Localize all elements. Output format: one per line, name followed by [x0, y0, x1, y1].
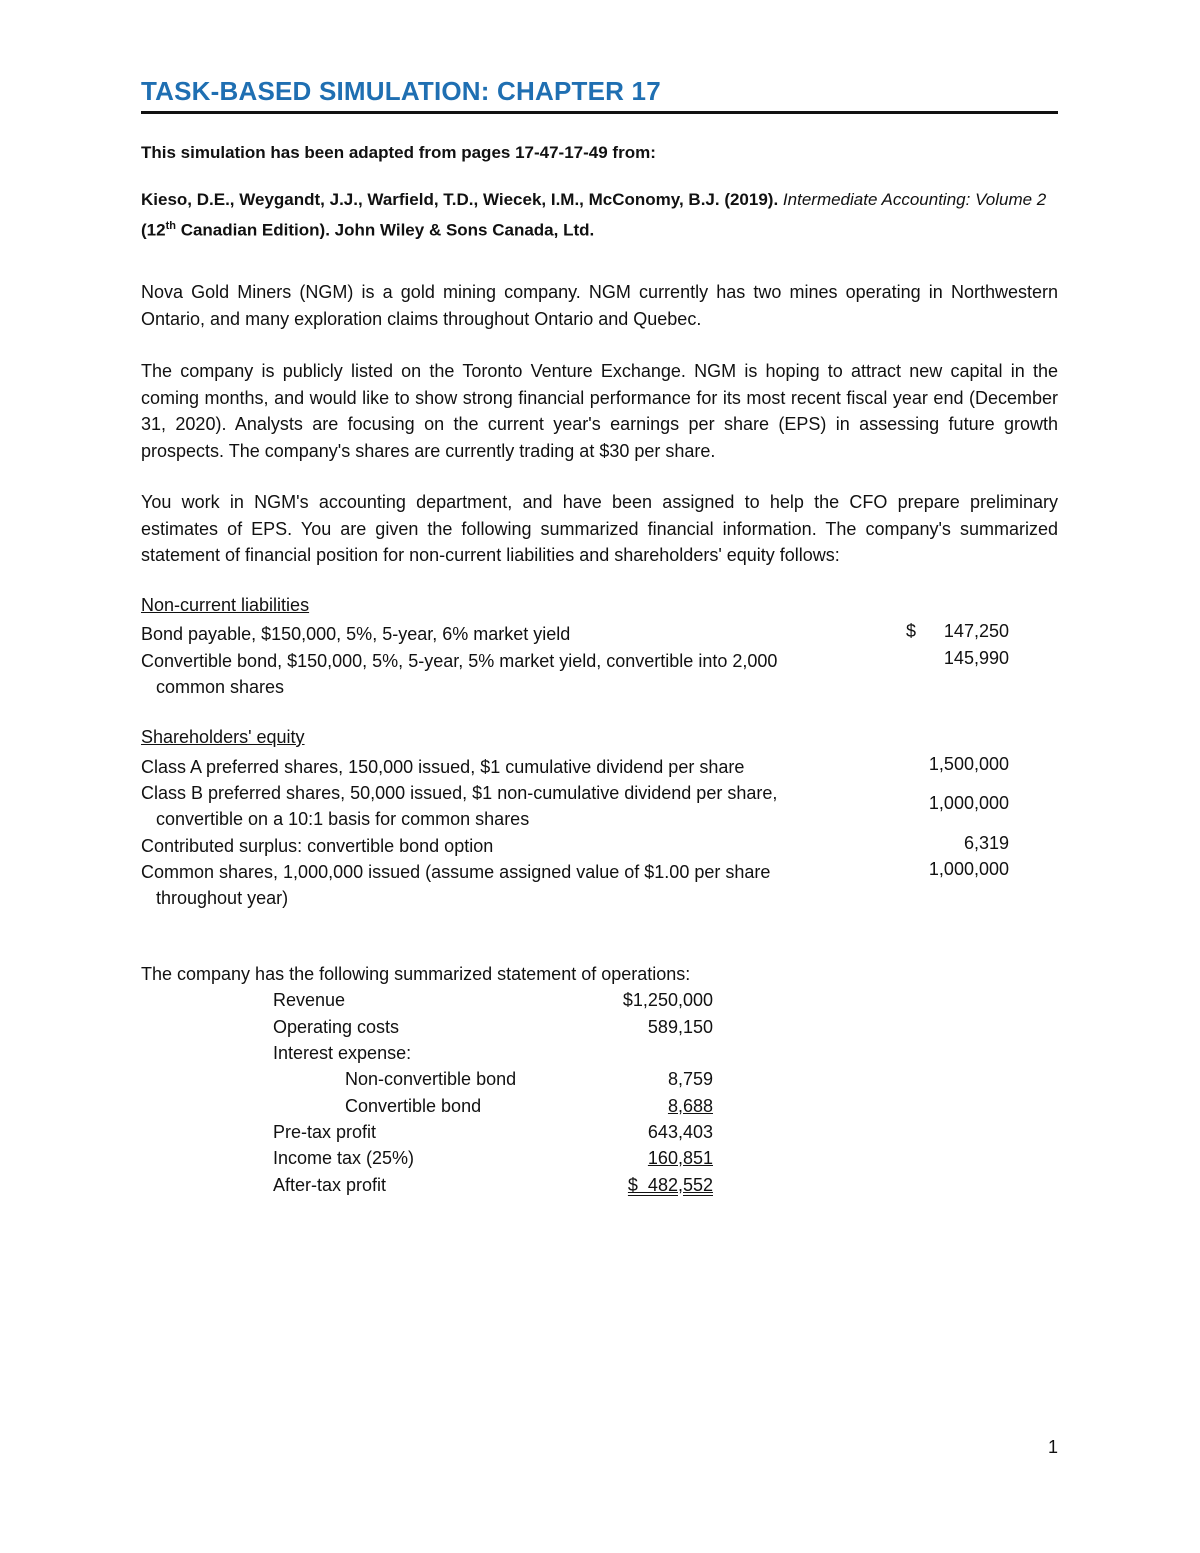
pretax-profit-label: Pre-tax profit	[273, 1122, 377, 1142]
ops-row-income-tax	[273, 1148, 713, 1174]
ops-row-nonconvertible-bond	[273, 1069, 713, 1095]
class-b-label: Class B preferred shares, 50,000 issued, $1 non-cumulative dividend per share,	[141, 783, 778, 803]
class-b-amount: 1,000,000	[928, 793, 1009, 813]
title-rule	[141, 111, 1058, 114]
paragraph-listing: The company is publicly listed on the Toronto Venture Exchange. NGM is hoping to attract new capital in the coming months, and would like to show strong financial performance for its most recent fiscal year end (December 31, 2020). Analysts are focusing on the current year's earnings per share (EPS) in assessing future growth prospects. The company's shares are currently trading at $30 per share.	[141, 361, 1058, 461]
operating-costs-value: 589,150	[647, 1017, 713, 1037]
convertible-bond-label-cont: common shares	[156, 677, 285, 697]
bond-payable-amount: 147,250	[943, 621, 1009, 641]
ops-row-convertible-bond	[273, 1096, 713, 1122]
aftertax-profit-value: $ 482,552	[627, 1175, 713, 1195]
ops-convertible-bond-label: Convertible bond	[345, 1096, 482, 1116]
operating-costs-label: Operating costs	[273, 1017, 400, 1037]
citation-edition-open: (12	[141, 220, 166, 240]
common-shares-label: Common shares, 1,000,000 issued (assume assigned value of $1.00 per share	[141, 862, 771, 882]
contributed-surplus-label: Contributed surplus: convertible bond option	[141, 836, 494, 856]
ops-row-revenue	[273, 990, 713, 1016]
nonconvertible-bond-label: Non-convertible bond	[345, 1069, 517, 1089]
paragraph-intro: Nova Gold Miners (NGM) is a gold mining company. NGM currently has two mines operating in Northwestern Ontario, and many exploration claims throughout Ontario and Quebec.	[141, 282, 1058, 329]
revenue-value: $1,250,000	[622, 990, 713, 1010]
citation-edition-close: Canadian Edition). John Wiley & Sons Canada, Ltd.	[175, 220, 595, 240]
bond-payable-label: Bond payable, $150,000, 5%, 5-year, 6% market yield	[141, 624, 571, 644]
income-tax-label: Income tax (25%)	[273, 1148, 415, 1168]
pretax-profit-value: 643,403	[647, 1122, 713, 1142]
class-b-label-cont: convertible on a 10:1 basis for common shares	[156, 809, 530, 829]
noncurrent-liabilities-heading: Non-current liabilities	[141, 595, 310, 615]
source-intro: This simulation has been adapted from pages 17-47-17-49 from:	[141, 143, 656, 162]
shareholders-equity-heading: Shareholders' equity	[141, 727, 305, 747]
page-title: TASK-BASED SIMULATION: CHAPTER 17	[141, 76, 661, 106]
aftertax-profit-label: After-tax profit	[273, 1175, 387, 1195]
ops-row-interest-expense	[273, 1043, 713, 1069]
convertible-bond-amount: 145,990	[943, 648, 1009, 668]
common-shares-label-cont: throughout year)	[156, 888, 289, 908]
ops-row-pretax-profit	[273, 1122, 713, 1148]
income-tax-value: 160,851	[647, 1148, 713, 1168]
interest-expense-label: Interest expense:	[273, 1043, 412, 1063]
bond-payable-currency: $	[906, 621, 917, 641]
ops-convertible-bond-value: 8,688	[667, 1096, 713, 1116]
paragraph-assignment: You work in NGM's accounting department, and have been assigned to help the CFO prepare preliminary estimates of EPS. You are given the following summarized financial information. The company's summarized statement of financial position for non-current liabilities and shareholders' equity follows:	[141, 492, 1058, 565]
contributed-surplus-amount: 6,319	[963, 833, 1009, 853]
ops-row-operating-costs	[273, 1017, 713, 1043]
citation-edition-sup: th	[165, 220, 176, 232]
citation-authors: Kieso, D.E., Weygandt, J.J., Warfield, T.D., Wiecek, I.M., McConomy, B.J. (2019).	[141, 190, 783, 209]
class-a-label: Class A preferred shares, 150,000 issued, $1 cumulative dividend per share	[141, 757, 745, 777]
convertible-bond-label: Convertible bond, $150,000, 5%, 5-year, 5% market yield, convertible into 2,000	[141, 651, 778, 671]
operations-intro: The company has the following summarized statement of operations:	[141, 964, 691, 984]
class-a-amount: 1,500,000	[928, 754, 1009, 774]
citation	[141, 186, 1058, 244]
page-number: 1	[1048, 1437, 1059, 1457]
nonconvertible-bond-value: 8,759	[667, 1069, 713, 1089]
revenue-label: Revenue	[273, 990, 346, 1010]
ops-row-aftertax-profit	[273, 1175, 713, 1201]
citation-book-title: Intermediate Accounting: Volume 2	[782, 190, 1047, 209]
common-shares-amount: 1,000,000	[928, 859, 1009, 879]
